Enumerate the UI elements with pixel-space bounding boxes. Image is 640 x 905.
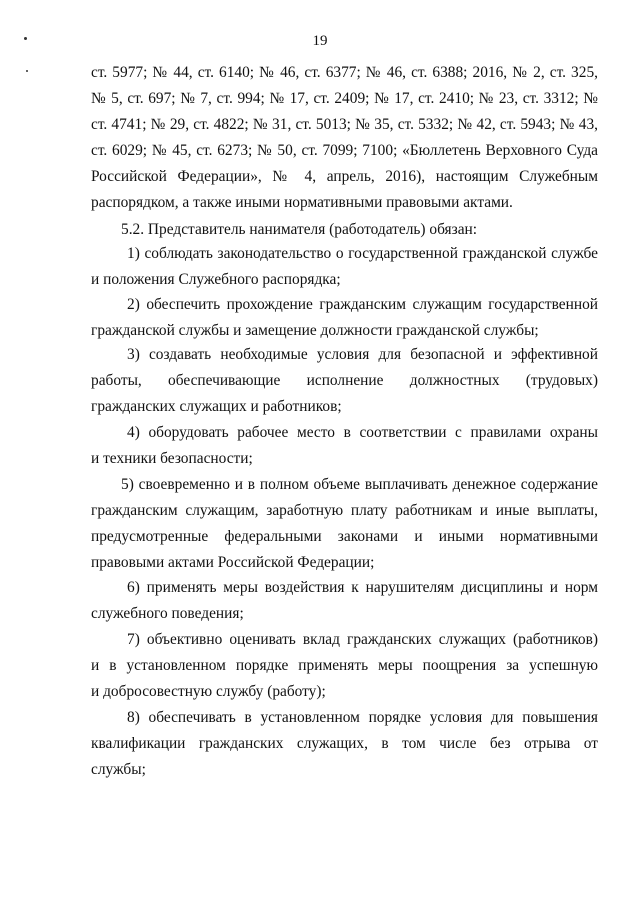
list-item-2	[91, 292, 598, 344]
list-item-7	[91, 627, 598, 705]
text-line: квалификации гражданских служащих, в том числе без отрыва от	[91, 735, 598, 752]
text-line: ст. 6029; № 45, ст. 6273; № 50, ст. 7099; 7100; «Бюллетень Верховного Суда	[91, 142, 598, 159]
paragraph-sources	[91, 60, 598, 216]
text-line: 2) обеспечить прохождение гражданским служащим государственной	[127, 296, 598, 313]
text-line: предусмотренные федеральными законами и иными нормативными	[91, 528, 598, 545]
text-line: Российской Федерации», № 4, апрель, 2016), настоящим Служебным	[91, 168, 598, 185]
text-line: и положения Служебного распорядка;	[91, 271, 341, 288]
text-line: 4) оборудовать рабочее место в соответствии с правилами охраны	[127, 424, 598, 441]
scan-speck	[26, 70, 28, 72]
text-line: правовыми актами Российской Федерации;	[91, 554, 375, 571]
list-item-8	[91, 705, 598, 783]
text-line: гражданским служащим, заработную плату работникам и иные выплаты,	[91, 502, 598, 519]
text-line: распорядком, а также иными нормативными правовыми актами.	[91, 194, 513, 211]
section-heading: 5.2. Представитель нанимателя (работодатель) обязан:	[121, 221, 478, 238]
list-item-4	[91, 420, 598, 472]
text-line: 5) своевременно и в полном объеме выплачивать денежное содержание	[121, 476, 598, 493]
text-line: 6) применять меры воздействия к нарушителям дисциплины и норм	[127, 579, 598, 596]
text-line: № 5, ст. 697; № 7, ст. 994; № 17, ст. 2409; № 17, ст. 2410; № 23, ст. 3312; №	[91, 90, 598, 107]
list-item-3	[91, 342, 598, 420]
text-line: гражданских служащих и работников;	[91, 398, 342, 415]
text-line: 1) соблюдать законодательство о государственной гражданской службе	[127, 245, 598, 262]
text-line: 7) объективно оценивать вклад гражданских служащих (работников)	[127, 631, 598, 648]
text-line: и добросовестную службу (работу);	[91, 683, 326, 700]
list-item-6	[91, 575, 598, 627]
page-number: 19	[312, 33, 328, 49]
paragraph-5-2	[91, 217, 598, 243]
text-line: ст. 4741; № 29, ст. 4822; № 31, ст. 5013; № 35, ст. 5332; № 42, ст. 5943; № 43,	[91, 116, 598, 133]
text-line: и техники безопасности;	[91, 450, 253, 467]
list-item-5	[91, 472, 598, 576]
text-line: служебного поведения;	[91, 605, 244, 622]
text-line: и в установленном порядке применять меры поощрения за успешную	[91, 657, 598, 674]
text-line: 3) создавать необходимые условия для безопасной и эффективной	[127, 346, 598, 363]
text-line: гражданской службы и замещение должности гражданской службы;	[91, 322, 539, 339]
list-item-1	[91, 241, 598, 293]
text-line: ст. 5977; № 44, ст. 6140; № 46, ст. 6377; № 46, ст. 6388; 2016, № 2, ст. 325,	[91, 64, 598, 81]
text-line: работы, обеспечивающие исполнение должностных (трудовых)	[91, 372, 598, 389]
text-line: службы;	[91, 761, 146, 778]
text-line: 8) обеспечивать в установленном порядке условия для повышения	[127, 709, 598, 726]
